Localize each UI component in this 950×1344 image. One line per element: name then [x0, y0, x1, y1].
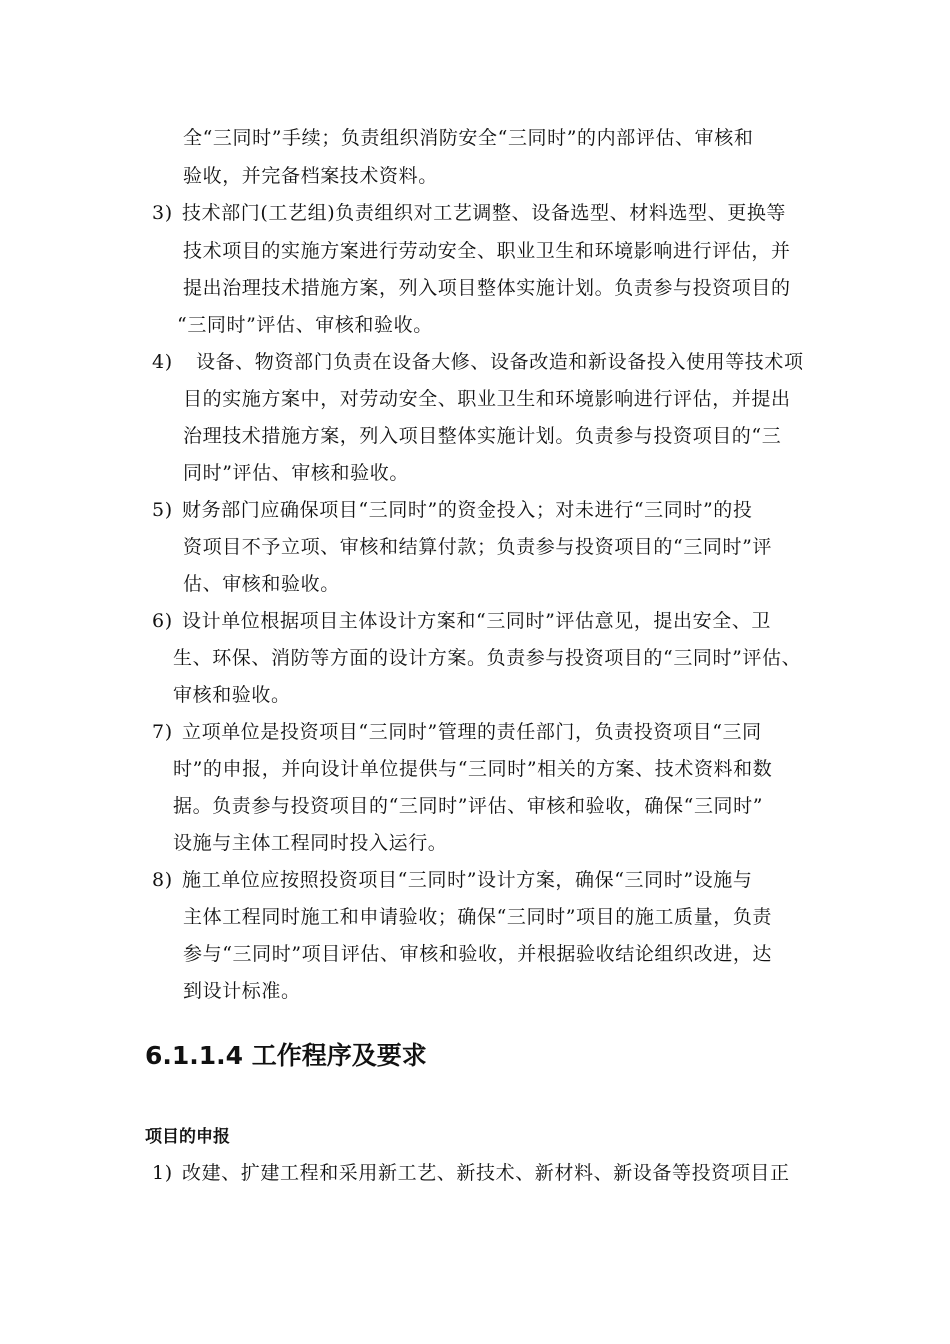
- list-item-4-first-line: 4) 设备、物资部门负责在设备大修、设备改造和新设备投入使用等技术项: [152, 351, 804, 373]
- section-heading: 6.1.1.4 工作程序及要求: [145, 1041, 427, 1070]
- list-item-7-line-4: 设施与主体工程同时投入运行。: [173, 832, 448, 854]
- list-number-8: 8): [152, 869, 173, 891]
- list-number-7: 7): [152, 721, 173, 743]
- subheading: 项目的申报: [145, 1127, 230, 1147]
- list-item-6-line-3: 审核和验收。: [173, 684, 291, 706]
- list-item-7-line-3: 据。负责参与投资项目的“三同时”评估、审核和验收，确保“三同时”: [173, 795, 764, 817]
- continuation-line-2: 验收，并完备档案技术资料。: [183, 165, 438, 187]
- list-item-3-line-2: 技术项目的实施方案进行劳动安全、职业卫生和环境影响进行评估，并: [183, 240, 791, 262]
- list-item-7-first-line: 7) 立项单位是投资项目“三同时”管理的责任部门，负责投资项目“三同: [152, 721, 762, 743]
- list-number-4: 4): [152, 351, 173, 373]
- list-item-8-first-line: 8) 施工单位应按照投资项目“三同时”设计方案，确保“三同时”设施与: [152, 869, 753, 891]
- application-item-1: 1) 改建、扩建工程和采用新工艺、新技术、新材料、新设备等投资项目正: [152, 1162, 790, 1184]
- list-number-5: 5): [152, 499, 173, 521]
- list-item-8-line-4: 到设计标准。: [183, 980, 301, 1002]
- list-item-5-line-3: 估、审核和验收。: [183, 573, 340, 595]
- list-item-3-first-line: 3) 技术部门(工艺组)负责组织对工艺调整、设备选型、材料选型、更换等: [152, 202, 787, 224]
- list-number-6: 6): [152, 610, 173, 632]
- list-item-3-line-4: “三同时”评估、审核和验收。: [177, 314, 433, 336]
- list-item-6-first-line: 6) 设计单位根据项目主体设计方案和“三同时”评估意见，提出安全、卫: [152, 610, 772, 632]
- list-number-1: 1): [152, 1162, 173, 1184]
- list-item-4-line-2: 目的实施方案中，对劳动安全、职业卫生和环境影响进行评估，并提出: [183, 388, 791, 410]
- list-item-4-line-4: 同时”评估、审核和验收。: [183, 462, 409, 484]
- list-item-6-line-2: 生、环保、消防等方面的设计方案。负责参与投资项目的“三同时”评估、: [173, 647, 802, 669]
- list-item-3-line-3: 提出治理技术措施方案，列入项目整体实施计划。负责参与投资项目的: [183, 277, 791, 299]
- list-number-3: 3): [152, 202, 173, 224]
- list-item-8-line-3: 参与“三同时”项目评估、审核和验收，并根据验收结论组织改进，达: [183, 943, 773, 965]
- list-item-5-line-2: 资项目不予立项、审核和结算付款；负责参与投资项目的“三同时”评: [183, 536, 773, 558]
- list-item-4-line-3: 治理技术措施方案，列入项目整体实施计划。负责参与投资项目的“三: [183, 425, 782, 447]
- continuation-line-1: 全“三同时”手续；负责组织消防安全“三同时”的内部评估、审核和: [183, 127, 754, 149]
- list-item-5-first-line: 5) 财务部门应确保项目“三同时”的资金投入；对未进行“三同时”的投: [152, 499, 753, 521]
- list-item-8-line-2: 主体工程同时施工和申请验收；确保“三同时”项目的施工质量，负责: [183, 906, 773, 928]
- list-item-7-line-2: 时”的申报，并向设计单位提供与“三同时”相关的方案、技术资料和数: [173, 758, 773, 780]
